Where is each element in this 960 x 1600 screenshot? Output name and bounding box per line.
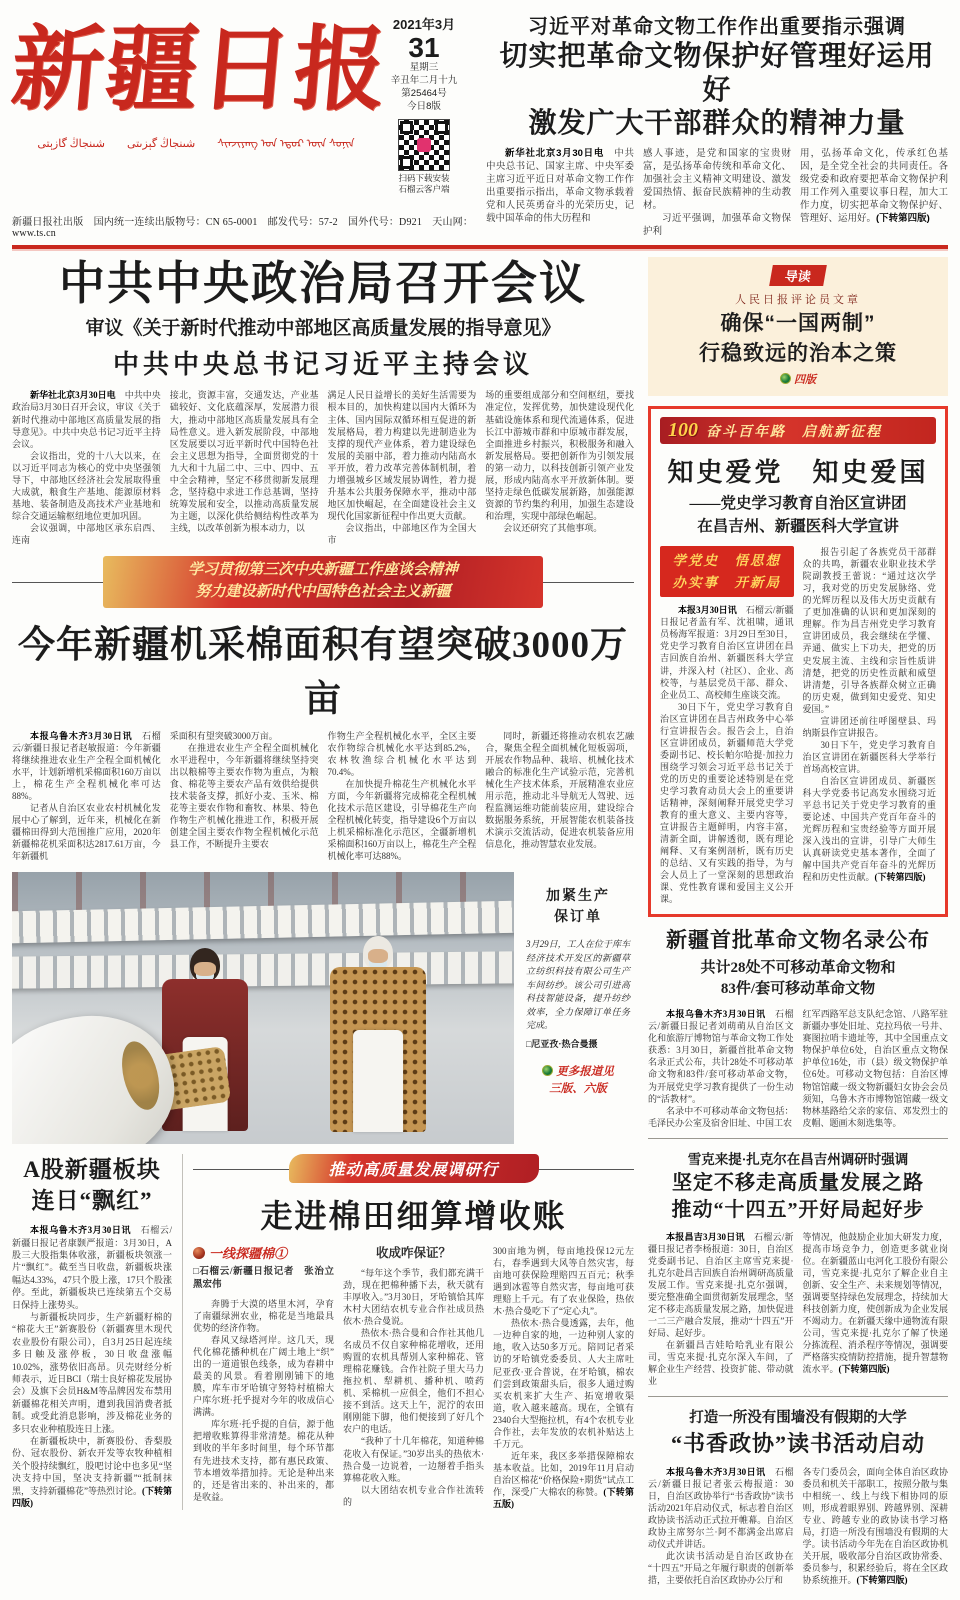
paragraph: 热依木·热合曼和合作社其他几名成员不仅自家种棉花增收，还用购置的农机具帮别人家种棉花、管理棉花赚钱。合作社院子里大马力拖拉机、犁耕机、播种机、喷药机、采棉机一应俱全，他们不担心接不到活。这天上午，泥泞的农田刚刚能下脚，他们便接到了好几个农户的电话。: [343, 1328, 484, 1435]
slogan-line2: 办实事 开新局: [672, 574, 781, 590]
article-a-share-xinjiang-stocks: [12, 1154, 172, 1510]
header: [7, 10, 948, 239]
article-headline-line1: 切实把革命文物保护好管理好运用好: [499, 40, 935, 105]
article-kicker: 习近平对革命文物工作作出重要指示强调: [528, 16, 906, 38]
relics-headline: 新疆首批革命文物名录公布: [666, 929, 930, 953]
cotton-field-headline: 走进棉田细算增收账: [260, 1198, 567, 1235]
article-body-column: [486, 147, 634, 239]
date-weekday: 星期三: [409, 62, 439, 74]
paragraph: 会议指出，中部地区作为全国大市: [327, 522, 477, 545]
publisher-info-line: 新疆日报社出版 国内统一连续出版物号：CN 65-0001 邮发代号：57-2 国外代号：D921 天山网：www.ts.cn: [12, 216, 474, 239]
lead-subhead-2: 中共中央总书记习近平主持会议: [112, 350, 533, 380]
article-body-column: [648, 1008, 794, 1128]
daodu-tagline: 人民日报评论员文章: [735, 293, 861, 306]
paragraph: 奔腾于大漠的塔里木河，孕育了南疆绿洲农业，棉花是当地最具优势的经济作物。: [193, 1298, 334, 1333]
paragraph: 会议指出，党的十八大以来，在以习近平同志为核心的党中央坚强领导下，中部地区经济社会发展取得重大成就，粮食生产基地、能源原材料基地、装备制造及高技术产业基地和综合交通运输枢纽地位更加巩固。: [12, 450, 161, 521]
paragraph: 场的重要组成部分和空间枢纽，要找准定位，发挥优势，加快建设现代化基础设施体系和现代流通体系，促进长江中游城市群和中原城市群发展，全面推进乡村振兴，积极服务和融入新发展格局。要把创新作为引领发展的第一动力，以科技创新引领产业发展，形成内陆高水平开放新体制。要坚持走绿色低碳发展新路，加强能源资源的节约集约利用，加强生态建设和治理，实现中部绿色崛起。: [485, 390, 634, 521]
paragraph: 等情况，他鼓励企业加大研发力度，提高市场竞争力，创造更多就业岗位。在新疆蓝山屯河化工股份有限公司，雪克来提·扎克尔了解企业自主创新、安全生产、未来规划等情况，强调要坚持绿色发展理念，持续加大科技创新力度，使创新成为企业发展不竭动力。在新疆天缘中通物流有限公司，雪克来提·扎克尔了解了快递分拣流程、消杀程序等情况，强调要严格落实疫情防控措施，提升智慧物流水平。(下转第四版): [802, 1231, 948, 1375]
article-separator: [648, 1396, 948, 1397]
article-body: [660, 546, 936, 905]
paragraph: 满足人民日益增长的美好生活需要为根本目的，加快构建以国内大循环为主体、国内国际双循环相互促进的新发展格局，着力构建以先进制造业为支撑的现代产业体系，着力建设绿色发展的美丽中部，着力推动内陆高水平开放，着力改革完善体制机制，着力增强城乡区域发展协调性，着力提升基本公共服务保障水平，推动中部地区加快崛起，在全面建设社会主义现代化国家新征程中作出更大贡献。: [327, 390, 477, 521]
daodu-headline-line1: 确保“一国两制”: [720, 311, 876, 335]
paragraph: 30日下午，党史学习教育自治区宣讲团在新疆医科大学举行首场高校宣讲。: [802, 739, 936, 774]
study-banner-wrap: [12, 556, 634, 608]
paragraph: 接北，资源丰富，交通发达，产业基础较好、文化底蕴深厚，发展潜力很大，推动中部地区高质量发展具有全局性意义。进入新发展阶段，中部地区发展要以习近平新时代中国特色社会主义思想为指导，全面贯彻党的十九大和十九届二中、三中、四中、五中全会精神，坚定不移贯彻新发展理念，坚持稳中求进工作总基调，坚持统筹发展和安全，以推动高质量发展为主题，以深化供给侧结构性改革为主线，以改革创新为根本动力，以: [169, 390, 319, 533]
paragraph: 新华社北京3月30日电 中共中央政治局3月30日召开会议，审议《关于新时代推动中部地区高质量发展的指导意见》。中共中央总书记习近平主持会议。: [12, 390, 161, 449]
paragraph: 与新疆板块同步，生产新疆籽棉的“棉花大王”新赛股份（新疆赛里木现代农业股份有限公司），自3月25日起连续多日触及涨停板，30日收盘涨幅10.02%，涨势依旧高昂。贝壳财经分析师表示，近日BCI（瑞士良好棉花发展协会）及旗下会员H&M等品牌因发布禁用新疆棉花相关声明，遭到我国消费者抵制。或受此消息影响，涉及棉花业务的多只农业种植股连日上涨。: [12, 1312, 172, 1434]
paragraph: 在加快提升棉花生产机械化水平方面，今年新疆将完成棉花全程机械化技术示范区建设，引导棉花生产向全程机械化转变，指导建设6个万亩以上机采棉标准化示范区，全疆新增机采棉面积160万亩以上，棉花生产全程机械化率可达88%。: [327, 778, 477, 862]
qr-caption-line1: 扫码下载安装: [398, 172, 450, 183]
date-day: 31: [408, 32, 440, 63]
astock-headline-line1: A股新疆板块: [23, 1157, 161, 1183]
paragraph: 用，弘扬革命文化，传承红色基因，是全党全社会的共同责任。各级党委和政府要把革命文物保护利用工作列入重要议事日程，加大工作力度，切实把革命文物保护好、管理好、运用好。(下转第四版): [800, 147, 948, 225]
newspaper-title: 新疆日报: [7, 15, 393, 123]
article-body: [193, 1245, 634, 1510]
paragraph: 以大团结农机专业合作社流转的: [343, 1484, 484, 1507]
high-quality-development-banner: 推动高质量发展调研行: [289, 1154, 539, 1183]
paragraph: 本报乌鲁木齐3月30日讯 石榴云/新疆日报记者康颢严报道：3月30日，A股三大股指集体收涨，新疆板块领涨一片“飘红”。截至当日收盘，新疆板块涨幅达4.33%，47只个股上涨，17只个股涨停。至此，新疆板块已连续第五个交易日保持上涨势头。: [12, 1225, 172, 1310]
astock-headline-line2: 连日“飘红”: [31, 1188, 153, 1214]
article-body-column: [328, 389, 477, 546]
centenary-headline: 知史爱党 知史爱国: [667, 458, 929, 488]
paragraph: 感人事迹，是党和国家的宝贵财富，是弘扬革命传统和革命文化、加强社会主义精神文明建设、激发爱国热情、振奋民族精神的生动教材。: [643, 147, 791, 212]
qr-caption-line2: 石榴云客户端: [398, 183, 450, 194]
centenary-subhead-line1: ——党史学习教育自治区宣讲团: [689, 495, 907, 513]
relics-subhead-line2: 83件/套可移动革命文物: [720, 981, 876, 998]
article-body-column: [485, 730, 634, 863]
date-lunar: 辛丑年二月十九: [390, 75, 458, 87]
worker-figure: [330, 936, 426, 1141]
chairman-headline-line1: 坚定不移走高质量发展之路: [672, 1171, 924, 1194]
paragraph: 作物生产全程机械化水平，全区主要农作物综合机械化水平达到85.2%，农林牧渔综合机械化水平达到70.4%。: [327, 730, 477, 777]
party-history-slogan-box: [660, 546, 794, 597]
article-body-column: [170, 730, 319, 863]
article-body-column: [12, 1224, 172, 1509]
centenary-subhead: [660, 493, 936, 538]
masthead-divider-rule: [12, 245, 948, 249]
paragraph: 会议还研究了其他事项。: [503, 522, 603, 533]
xinjiang-work-symposium-banner: [103, 556, 543, 608]
page-count: 今日8版: [407, 100, 441, 112]
paragraph: 30日下午，党史学习教育自治区宣讲团在昌吉州政务中心举行宣讲报告会。报告会上，自治区宣讲团成员，新疆师范大学党委副书记、校长帕尔哈提·加拉力围绕学习领会习近平总书记关于党的历史的重要论述特别是在党史学习教育动员大会上的重要讲话精神，深刻阐释开展党史学习教育的重大意义、主要内容等，宣讲报告主题鲜明，内容丰富，清新全面，讲解透彻，既有理论阐释、又有案例剖析，既有历史的总结、又有实践的指导，为与会人员上了一堂深刻的思想政治课、党性教育课和爱国主义公开课。: [660, 701, 794, 905]
paragraph: 近年来，我区多举措保障棉农基本收益。比如，2019年11月启动自治区棉花“价格保险+期货”试点工作，深受广大棉农的称赞。(下转第五版): [493, 1450, 634, 1510]
article-body-column: [493, 1245, 634, 1510]
daodu-page-reference: 四版: [658, 371, 938, 387]
paragraph: 热依木·热合曼透露，去年，他一边种自家的地，一边种别人家的地，收入达50多万元。陪同记者采访的牙哈镇党委委员、人大主席吐尼亚孜·亚合普说，在牙哈镇，棉农们尝到政策甜头后，很多人通过购买农机来扩大生产、拓宽增收渠道，收入越来越高。现在，全镇有2340台大型拖拉机，有4个农机专业合作社，去年发放的农机补贴达上千万元。: [493, 1318, 634, 1449]
article-separator: [648, 1138, 948, 1139]
article-body: [486, 147, 948, 239]
worker-figure: [162, 948, 248, 1138]
paragraph: 自治区宣讲团成员、新疆医科大学党委书记高发水围绕习近平总书记关于党史学习教育的重要论述、中国共产党百年奋斗的光辉历程和宝贵经验等方面开展深入浅出的宣讲，引导广大师生认真研读党史基本著作，全面了解中国共产党百年奋斗的光辉历程和历史性贡献。(下转第四版): [802, 775, 936, 883]
article-body: [12, 389, 634, 546]
centenary-subhead-line2: 在昌吉州、新疆医科大学宣讲: [697, 517, 899, 535]
date-yearmonth: 2021年3月: [392, 17, 456, 32]
paragraph: 此次读书活动是自治区政协在“十四五”开局之年履行职责的创新举措，主要依托自治区政协办公厅和: [648, 1551, 794, 1586]
banner-line2: 努力建设新时代中国特色社会主义新疆: [195, 583, 451, 600]
textile-factory-photo: [12, 872, 514, 1144]
apron: [353, 1030, 403, 1132]
party-centenary-100-logo: 100: [668, 419, 698, 442]
centenary-banner: [660, 417, 936, 444]
masthead-top: [7, 10, 474, 195]
article-body-column: [803, 1008, 949, 1128]
article-body-column: [648, 1466, 794, 1586]
article-machine-picked-cotton: [12, 614, 634, 863]
article-revolutionary-relics-directive: [486, 10, 948, 239]
paragraph: 本报乌鲁木齐3月30日讯 石榴云/新疆日报记者赵敏报道：今年新疆将继续推进农业生产全程全面机械化水平，计划新增机采棉面积160万亩以上，棉花生产全程机械化率可达88%。: [12, 730, 161, 801]
reading-headline: “书香政协”读书活动启动: [670, 1431, 925, 1457]
paragraph: 库尔班·托乎提的自信，源于他把增收账算得非常清楚。棉花从种到收的半年多时间里，每个环节都有先进技术支持，都有惠民政策、节本增效举措加持。无论是种出来的，还是省出来的、补出来的，都是收益。: [193, 1419, 334, 1502]
more-coverage-reference: [526, 1064, 630, 1099]
article-body-column: [803, 546, 937, 905]
article-body: [648, 1466, 948, 1586]
paragraph: 报告引起了各族党员干部群众的共鸣，新疆农业职业技术学院副教授王蕾说：“通过这次学习，我对党的历史发展脉络、党的光辉历程以及伟大历史贡献有了更加准确的认识和更加深刻的理解。作为昌吉州党史学习教育宣讲团成员，我会继续在学懂、弄通、做实上下功夫，把党的历史发展主流、主线和宗旨性质讲清楚，把党的历史性贡献和威望讲清楚，引导各族群众树立正确的历史观，做到知史爱党、知史爱国。”: [802, 547, 936, 714]
paragraph: 在推进农业生产全程全面机械化水平进程中，今年新疆将继续坚持突出以粮棉等主要农作物为重点，为粮食、棉花等主要农产品有效供给提供技术装备支撑，抓好小麦、玉米、棉花等主要农作物和畜牧、林果、特色作物生产机械化推进工作，积极开展创建全国主要农作物全程机械化示范县工作，不断提升主要农: [169, 742, 319, 849]
paragraph: 宣讲团还前往呼图壁县、玛纳斯县作宣讲报告。: [802, 715, 936, 738]
right-column: [648, 257, 948, 1587]
paragraph: 各专门委员会，面向全体自治区政协委员和机关干部职工，按照分散与集中相统一、线上与线下相协同的原则，形成着眼界别、跨越界别、深耕专业、跨越专业的政协读书学习格局，打造一所没有围墙没有假期的大学。读书活动今年先在自治区政协机关开展，吸收部分自治区政协常委、委员参与，积累经验后，将在全区政协系统推开。(下转第四版): [802, 1467, 948, 1586]
byline: □石榴云/新疆日报记者 张治立 黑宏伟: [193, 1267, 344, 1291]
centenary-banner-text: 奋斗百年路 启航新征程: [706, 424, 882, 440]
caption-title-line1: 加紧生产: [546, 889, 610, 905]
article-revolutionary-relics-list: [648, 927, 948, 1128]
left-column: [12, 257, 634, 1587]
globe-icon: [780, 373, 791, 384]
article-body-column: [170, 389, 319, 546]
daodu-headline-line2: 行稳致远的治本之策: [699, 341, 897, 365]
article-body-column: [12, 730, 161, 863]
paragraph: “我种了十几年棉花，知道种棉花收入有保证。”30岁出头的热依木·热合曼一边说着，一边掰着手指头算棉花收入账。: [343, 1436, 484, 1483]
paragraph: 习近平强调，加强革命文物保护利: [643, 213, 791, 238]
chairman-kicker: 雪克来提·扎克尔在昌吉州调研时强调: [687, 1151, 909, 1167]
banner-line1: 学习贯彻第三次中央新疆工作座谈会精神: [187, 562, 458, 579]
photo-section: [12, 872, 634, 1144]
reading-kicker: 打造一所没有围墙没有假期的大学: [689, 1410, 907, 1427]
article-body: [648, 1008, 948, 1128]
issue-number: 第25464号: [401, 88, 447, 100]
paragraph: 在新疆昌吉娃哈哈乳业有限公司，雪克来提·扎克尔深入车间，了解企业生产经营、投资扩能、带动就业: [648, 1340, 794, 1387]
article-body-column: [643, 147, 791, 239]
article-headline-line2: 激发广大干部群众的精神力量: [528, 107, 906, 139]
date-block: [380, 10, 468, 195]
chairman-headline: [648, 1170, 948, 1224]
main-content: [12, 257, 948, 1587]
article-body-column: [193, 1245, 344, 1510]
paragraph: 在新疆板块中，新赛股份、香梨股份、冠农股份、新农开发等农牧种植相关个股持续飘红，股吧讨论中也多见“坚决支持中国，坚决支持新疆”“抵制抹黑，支持新疆棉花”等热烈讨论。(下转第四版): [12, 1436, 172, 1509]
more-ref-line1: 更多报道见: [556, 1065, 614, 1078]
article-body-column: [343, 1245, 484, 1510]
article-party-history-tour: [648, 406, 948, 917]
paragraph: 红军西路军总支队纪念馆、八路军驻新疆办事处旧址、克拉玛依一号井、赛图拉哨卡遗址等，其中全国重点文物保护单位6处，自治区重点文物保护单位16处，市（县）级文物保护单位6处。可移动文物包括：自治区博物馆馆藏一级文物新疆妇女协会会员须知，乌鲁木齐市博物馆馆藏一级文物林基路给父亲的家信、邓发烈士的皮帽、题画木刻选集等。: [802, 1009, 948, 1128]
slogan-line1: 学党史 悟思想: [672, 553, 781, 569]
qr-code-icon: [398, 119, 450, 171]
paragraph: 新华社北京3月30日电 中共中央总书记、国家主席、中央军委主席习近平近日对革命文物工作作出重要指示指出，革命文物承载着党和人民英勇奋斗的光荣历史，记载中国革命的伟大历程和: [486, 147, 634, 225]
relics-subhead: [648, 958, 948, 1002]
survey-banner-wrap: [193, 1154, 634, 1183]
article-body-column: [800, 147, 948, 239]
article-body-column: [660, 546, 794, 905]
article-cotton-field-income: [193, 1154, 634, 1510]
paragraph: 本报乌鲁木齐3月30日讯 石榴云/新疆日报记者张云梅报道：30日，自治区政协举行“书香政协”读书活动2021年启动仪式，标志着自治区政协读书活动正式拉开帷幕。自治区政协主席努尔兰·阿不都满金出席启动仪式并讲话。: [648, 1467, 794, 1550]
chairman-headline-line2: 推动“十四五”开好局起好步: [671, 1198, 925, 1221]
photo-credit: □尼亚孜·热合曼摄: [526, 1038, 598, 1049]
more-ref-line2: 三版、六版: [549, 1082, 607, 1095]
paragraph: 春风又绿塔河岸。这几天，现代化棉花播种机在广阔土地上“织”出的一道道银色线条，成为春耕中最美的风景。看着刚刚铺下的地膜，库车市牙哈镇守努特村植棉大户库尔班·托乎提对今年的收成信心满满。: [193, 1335, 334, 1418]
paragraph: “每年这个季节，我们都充满干劲，现在把棉种播下去，秋天就有丰厚收入。”3月30日，牙哈镇恰其库木村大团结农机专业合作社成员热依木·热合曼说。: [343, 1267, 484, 1326]
caption-body: 3月29日，工人在位于库车经济技术开发区的新疆草立纺织科技有限公司生产车间纺纱。该公司引进高科技智能设备，提升纺纱效率，全力保障订单任务完成。: [526, 939, 630, 1031]
daodu-badge: 导读: [769, 265, 827, 286]
article-chairman-research-trip: [648, 1148, 948, 1388]
article-body: [12, 730, 634, 863]
relics-subhead-line1: 共计28处不可移动革命文物和: [700, 959, 896, 976]
paragraph: 采面积有望突破3000万亩。: [169, 730, 278, 741]
article-politburo-meeting: [12, 257, 634, 547]
multilingual-title-scripts: شىنجاڭ گېزىتى شىنجاڭ گازېتى ᠰᠢᠨᠵᠢᠶᠠᠩ ᠤᠨ ᠡᠳᠦᠷ ᠦᠨ ᠰᠣᠨᠢᠨ: [37, 137, 355, 150]
article-body-column: [12, 389, 161, 546]
lead-subhead-1: 审议《关于新时代推动中部地区高质量发展的指导意见》: [85, 318, 561, 340]
article-cppcc-reading-activity: [648, 1406, 948, 1586]
series-dot-icon: [193, 1247, 205, 1259]
paragraph: 名录中不可移动革命文物包括：毛泽民办公室及宿舍旧址、中国工农: [648, 1105, 794, 1128]
yarn-bobbin-row: [12, 951, 514, 988]
globe-icon: [542, 1065, 553, 1076]
reading-guide-box: [648, 257, 948, 397]
cotton-headline: 今年新疆机采棉面积有望突破3000万亩: [18, 624, 628, 720]
article-body-column: [485, 389, 634, 546]
lead-headline: 中共中央政治局召开会议: [59, 256, 587, 309]
paragraph: 本报昌吉3月30日讯 石榴云/新疆日报记者李杨报道：30日，自治区党委副书记、自治区主席雪克来提·扎克尔赴昌吉回族自治州调研高质量发展工作。雪克来提·扎克尔强调，要完整准确全面贯彻新发展理念，坚定不移走高质量发展之路，加快促进一二三产融合发展，推动“十四五”开好局、起好步。: [648, 1231, 794, 1339]
caption-title-line2: 保订单: [554, 910, 602, 926]
paragraph: 本报3月30日讯 石榴云/新疆日报记者盖有军、沈祖啸，通讯员杨海军报道：3月29日至30日，党史学习教育自治区宣讲团在昌吉回族自治州、新疆医科大学宣讲，并深入村（社区）、企业、高校等，与基层党员干部、群众、企业员工、高校师生座谈交流。: [660, 605, 794, 700]
paragraph: 300亩地为例，每亩地投保12元左右，春季遇到大风等自然灾害，每亩地可获保险理赔四五百元；秋季遇到冰雹等自然灾害，每亩地可获理赔上千元。有了农业保险，热依木·热合曼吃下了“定心丸”。: [493, 1246, 634, 1317]
masthead: [7, 10, 474, 239]
photo-caption: [514, 872, 634, 1144]
bottom-row: [12, 1154, 634, 1510]
column-divider: [182, 1154, 183, 1510]
paragraph: 本报乌鲁木齐3月30日讯 石榴云/新疆日报记者刘萌萌从自治区文化和旅游厅博物馆与革命文物工作处获悉：3月30日，新疆首批革命文物名录正式公布，共计28处不可移动革命文物和83件/套可移动革命文物，为开展党史学习教育提供了一份生动的“活教材”。: [648, 1009, 794, 1104]
paragraph: 会议强调，中部地区承东启西、连南: [12, 522, 161, 545]
paragraph: 记者从自治区农业农村机械化发展中心了解到，近年来，机械化在新疆棉田得到大范围推广应用，2020年新疆棉花机采面积达2817.61万亩，今年新疆机: [12, 802, 161, 862]
article-body-column: [328, 730, 477, 863]
article-body-column: [803, 1466, 949, 1586]
paragraph: 同时，新疆还将推动农机农艺融合，聚焦全程全面机械化短板弱项，开展农作物品种、栽培、机械化技术融合的标准化生产试验示范，完善机械化生产技术体系，开展精准农业应用示范，推动北斗导航无人驾驶、远程监测运维功能前装应用，建设综合数据服务系统，开展智能农机装备技术演示交流活动，促进农机装备应用信息化，推动智慧农业发展。: [485, 730, 634, 849]
section-subhead: 收成咋保证？: [375, 1246, 451, 1261]
series-tag: 一线探疆棉①: [193, 1245, 334, 1262]
